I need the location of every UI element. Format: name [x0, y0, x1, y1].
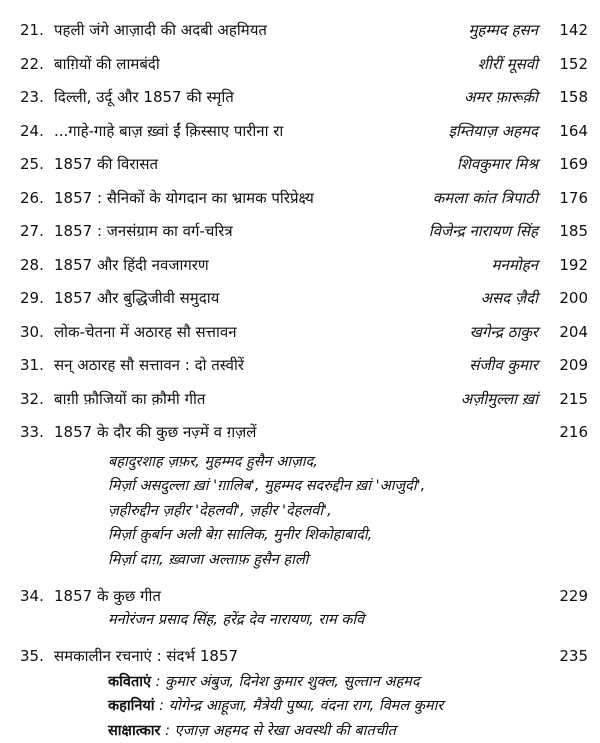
- entry-title: सन् अठारह सौ सत्तावन : दो तस्वीरें: [54, 355, 244, 375]
- toc-entry-21: [20, 14, 588, 48]
- entry-author: संजीव कुमार: [469, 355, 538, 375]
- contributor-line: बहादुरशाह ज़फ़र, मुहम्मद हुसैन आज़ाद,: [108, 450, 588, 475]
- entry-page: 209: [546, 355, 588, 375]
- entry-page: 204: [546, 322, 588, 342]
- section-text: : एजाज़ अहमद से रेखा अवस्थी की बातचीत: [165, 723, 396, 739]
- entry-number: 24.: [20, 121, 50, 141]
- entry-title: 1857 की विरासत: [54, 154, 158, 174]
- entry-number: 26.: [20, 188, 50, 208]
- entry-page: 142: [546, 20, 588, 40]
- entry-number: 29.: [20, 288, 50, 308]
- entry-number: 33.: [20, 422, 50, 442]
- entry-number: 31.: [20, 355, 50, 375]
- toc-entry-34: [20, 580, 588, 614]
- entry-page: 229: [546, 586, 588, 606]
- entry-number: 23.: [20, 87, 50, 107]
- entry-page: 158: [546, 87, 588, 107]
- section-text: : कुमार अंबुज, दिनेश कुमार शुक्ल, सुल्तान अहमद: [156, 674, 420, 690]
- entry-page: 176: [546, 188, 588, 208]
- toc-entry-33: [20, 416, 588, 450]
- entry-author: अमर फ़ारूक़ी: [464, 87, 538, 107]
- table-of-contents: [20, 14, 588, 743]
- toc-entry-27: [20, 215, 588, 249]
- entry-35-sections: [20, 670, 588, 743]
- section-stories: [108, 694, 588, 719]
- entry-title: पहली जंगे आज़ादी की अदबी अहमियत: [54, 20, 267, 40]
- entry-title: लोक-चेतना में अठारह सौ सत्तावन: [54, 322, 237, 342]
- entry-author: इम्तियाज़ अहमद: [448, 121, 538, 141]
- spacer: [20, 632, 588, 640]
- entry-page: 152: [546, 54, 588, 74]
- entry-author: मुहम्मद हसन: [468, 20, 538, 40]
- entry-number: 35.: [20, 646, 50, 666]
- toc-entry-25: [20, 148, 588, 182]
- entry-author: मनमोहन: [492, 255, 538, 275]
- contributor-line: मनोरंजन प्रसाद सिंह, हरेंद्र देव नारायण, राम कवि: [108, 608, 588, 633]
- entry-page: 216: [546, 422, 588, 442]
- entry-number: 34.: [20, 586, 50, 606]
- toc-entry-30: [20, 316, 588, 350]
- entry-page: 215: [546, 389, 588, 409]
- entry-author: शिवकुमार मिश्र: [457, 154, 538, 174]
- entry-number: 22.: [20, 54, 50, 74]
- entry-page: 169: [546, 154, 588, 174]
- entry-author: खगेन्द्र ठाकुर: [470, 322, 538, 342]
- toc-entry-26: [20, 182, 588, 216]
- entry-number: 30.: [20, 322, 50, 342]
- toc-entry-23: [20, 81, 588, 115]
- entry-page: 235: [546, 646, 588, 666]
- contributor-line: मिर्ज़ा दाग़, ख़्वाजा अल्ताफ़ हुसैन हाली: [108, 548, 588, 573]
- entry-title: 1857 के दौर की कुछ नज़्में व ग़ज़लें: [54, 422, 256, 442]
- entry-title: बाग़ियों की लामबंदी: [54, 54, 160, 74]
- entry-title: 1857 के कुछ गीत: [54, 586, 161, 606]
- entry-author: शीरीं मूसवी: [478, 54, 538, 74]
- section-label: साक्षात्कार: [108, 723, 160, 739]
- contributor-line: मिर्ज़ा क़ुर्बान अली बेग़ सालिक, मुनीर शिकोहाबादी,: [108, 523, 588, 548]
- contributor-line: ज़हीरुद्दीन ज़हीर 'देहलवी', ज़हीर 'देहलवी',: [108, 499, 588, 524]
- toc-entry-28: [20, 249, 588, 283]
- entry-title: 1857 और बुद्धिजीवी समुदाय: [54, 288, 219, 308]
- entry-author: विजेन्द्र नारायण सिंह: [429, 221, 538, 241]
- entry-title: 1857 : जनसंग्राम का वर्ग-चरित्र: [54, 221, 233, 241]
- entry-33-contributors: [20, 450, 588, 573]
- section-label: कविताएं: [108, 674, 151, 690]
- toc-entry-35: [20, 640, 588, 674]
- entry-page: 185: [546, 221, 588, 241]
- entry-title: समकालीन रचनाएं : संदर्भ 1857: [54, 646, 238, 666]
- entry-number: 28.: [20, 255, 50, 275]
- section-interview: [108, 719, 588, 743]
- entry-title: बाग़ी फ़ौजियों का क़ौमी गीत: [54, 389, 205, 409]
- entry-number: 32.: [20, 389, 50, 409]
- section-label: कहानियां: [108, 698, 155, 714]
- entry-number: 21.: [20, 20, 50, 40]
- entry-title: 1857 : सैनिकों के योगदान का भ्रामक परिप्रेक्ष्य: [54, 188, 314, 208]
- entry-title: 1857 और हिंदी नवजागरण: [54, 255, 209, 275]
- entry-page: 192: [546, 255, 588, 275]
- entry-number: 27.: [20, 221, 50, 241]
- entry-title: दिल्ली, उर्दू और 1857 की स्मृति: [54, 87, 234, 107]
- toc-entry-29: [20, 282, 588, 316]
- toc-entry-24: [20, 115, 588, 149]
- toc-entry-31: [20, 349, 588, 383]
- section-text: : योगेन्द्र आहूजा, मैत्रेयी पुष्पा, वंदना राग, विमल कुमार: [159, 698, 443, 714]
- entry-page: 200: [546, 288, 588, 308]
- spacer: [20, 572, 588, 580]
- entry-page: 164: [546, 121, 588, 141]
- entry-title: ...गाहे-गाहे बाज़ ख़्वां ईं क़िस्साए पारीना रा: [54, 121, 283, 141]
- entry-number: 25.: [20, 154, 50, 174]
- contributor-line: मिर्ज़ा असदुल्ला ख़ां 'ग़ालिब', मुहम्मद सदरुद्दीन ख़ां 'आजुदी',: [108, 474, 588, 499]
- entry-author: असद ज़ैदी: [481, 288, 538, 308]
- toc-entry-22: [20, 48, 588, 82]
- entry-author: अज़ीमुल्ला ख़ां: [461, 389, 538, 409]
- toc-entry-32: [20, 383, 588, 417]
- entry-author: कमला कांत त्रिपाठी: [433, 188, 538, 208]
